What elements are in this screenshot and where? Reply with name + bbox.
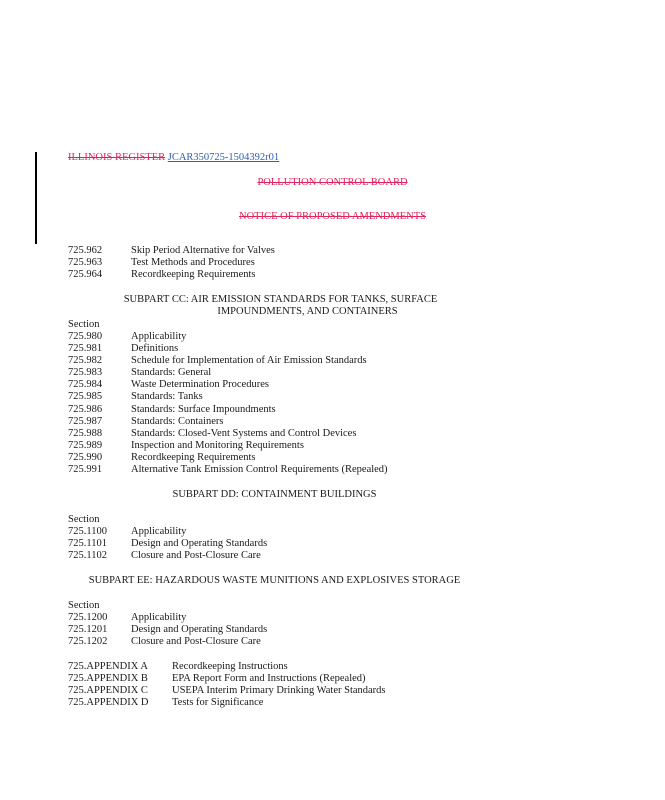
section-title: Schedule for Implementation of Air Emission Standards <box>131 355 367 366</box>
section-number: 725.987 <box>68 416 103 427</box>
toc-row <box>68 685 386 697</box>
section-number: 725.1101 <box>68 538 107 549</box>
section-number: 725.981 <box>68 343 103 354</box>
notice-struck-text: NOTICE OF PROPOSED AMENDMENTS <box>239 211 426 222</box>
section-number: 725.962 <box>68 245 103 256</box>
subpart-dd-heading: SUBPART DD: CONTAINMENT BUILDINGS <box>172 489 377 500</box>
appendix-title: EPA Report Form and Instructions (Repealed) <box>172 673 366 684</box>
section-number: 725.983 <box>68 367 103 378</box>
subpart-ee-heading: SUBPART EE: HAZARDOUS WASTE MUNITIONS AND EXPLOSIVES STORAGE <box>88 575 461 586</box>
toc-row <box>68 612 186 624</box>
section-number: 725.964 <box>68 269 103 280</box>
register-header <box>68 152 279 164</box>
section-label: Section <box>68 319 100 330</box>
section-title: Standards: Closed-Vent Systems and Control Devices <box>131 428 357 439</box>
toc-row <box>68 391 203 403</box>
section-title: Waste Determination Procedures <box>131 379 269 390</box>
section-title: Test Methods and Procedures <box>131 257 255 268</box>
toc-row <box>68 673 366 685</box>
toc-row <box>68 452 256 464</box>
section-label: Section <box>68 514 100 525</box>
section-title: Recordkeeping Requirements <box>131 452 256 463</box>
section-number: 725.990 <box>68 452 103 463</box>
section-title: Closure and Post-Closure Care <box>131 636 261 647</box>
notice-header <box>0 211 665 223</box>
toc-row <box>68 257 255 269</box>
revision-change-bar <box>35 152 37 244</box>
toc-row <box>68 697 263 709</box>
subpart-cc-heading-line1: SUBPART CC: AIR EMISSION STANDARDS FOR TANKS, SURFACE <box>123 294 438 305</box>
section-title: Standards: Surface Impoundments <box>131 404 276 415</box>
section-title: Skip Period Alternative for Valves <box>131 245 275 256</box>
subpart-cc-heading-line2: IMPOUNDMENTS, AND CONTAINERS <box>217 306 398 317</box>
toc-row <box>68 343 178 355</box>
toc-row <box>68 379 269 391</box>
toc-row <box>68 367 211 379</box>
section-title: Applicability <box>131 526 187 537</box>
section-title: Applicability <box>131 331 187 342</box>
toc-row <box>68 550 261 562</box>
toc-row <box>68 355 367 367</box>
section-number: 725.984 <box>68 379 103 390</box>
section-title: Standards: Containers <box>131 416 224 427</box>
appendix-title: Tests for Significance <box>172 697 264 708</box>
toc-row <box>68 245 275 257</box>
register-inserted-text: JCAR350725-1504392r01 <box>167 152 280 163</box>
toc-row <box>68 404 276 416</box>
toc-row <box>68 331 186 343</box>
section-title: Definitions <box>131 343 179 354</box>
toc-row <box>68 538 267 550</box>
appendix-number: 725.APPENDIX B <box>68 673 148 684</box>
appendix-title: USEPA Interim Primary Drinking Water Standards <box>172 685 386 696</box>
section-title: Alternative Tank Emission Control Requirements (Repealed) <box>131 464 388 475</box>
section-number: 725.988 <box>68 428 103 439</box>
section-title: Standards: General <box>131 367 212 378</box>
appendix-number: 725.APPENDIX C <box>68 685 148 696</box>
section-title: Inspection and Monitoring Requirements <box>131 440 304 451</box>
section-number: 725.980 <box>68 331 103 342</box>
toc-row <box>68 464 388 476</box>
section-number: 725.989 <box>68 440 103 451</box>
board-header <box>0 177 665 189</box>
toc-row <box>68 624 267 636</box>
section-label: Section <box>68 600 100 611</box>
section-number: 725.1102 <box>68 550 107 561</box>
toc-row <box>68 428 356 440</box>
section-number: 725.985 <box>68 391 103 402</box>
appendix-title: Recordkeeping Instructions <box>172 661 288 672</box>
section-title: Design and Operating Standards <box>131 538 268 549</box>
section-title: Recordkeeping Requirements <box>131 269 256 280</box>
toc-row <box>68 269 256 281</box>
section-number: 725.986 <box>68 404 103 415</box>
section-title: Closure and Post-Closure Care <box>131 550 261 561</box>
toc-row <box>68 526 186 538</box>
toc-row <box>68 661 288 673</box>
register-struck-text: ILLINOIS REGISTER <box>68 152 166 163</box>
section-title: Design and Operating Standards <box>131 624 268 635</box>
section-title: Applicability <box>131 612 187 623</box>
toc-row <box>68 416 223 428</box>
toc-row <box>68 636 261 648</box>
board-struck-text: POLLUTION CONTROL BOARD <box>257 177 408 188</box>
section-number: 725.1200 <box>68 612 108 623</box>
toc-row <box>68 440 304 452</box>
appendix-number: 725.APPENDIX D <box>68 697 149 708</box>
section-number: 725.963 <box>68 257 103 268</box>
section-number: 725.1202 <box>68 636 108 647</box>
section-number: 725.1201 <box>68 624 108 635</box>
section-number: 725.1100 <box>68 526 107 537</box>
appendix-number: 725.APPENDIX A <box>68 661 148 672</box>
section-number: 725.991 <box>68 464 103 475</box>
section-title: Standards: Tanks <box>131 391 203 402</box>
section-number: 725.982 <box>68 355 103 366</box>
